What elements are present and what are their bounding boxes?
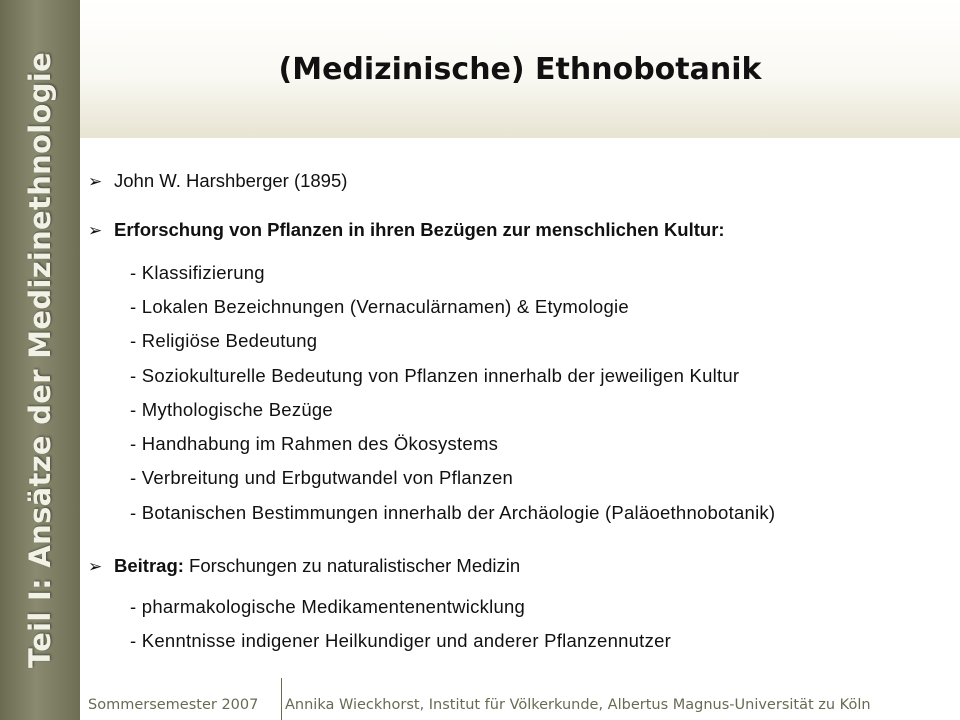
list-item: - Religiöse Bedeutung <box>130 330 318 351</box>
bullet-text: John W. Harshberger (1895) <box>114 170 348 191</box>
arrow-bullet-icon: ➢ <box>88 557 103 577</box>
footer-divider <box>281 678 282 720</box>
sidebar-title: Teil I: Ansätze der Medizinethnologie <box>23 51 57 669</box>
sidebar <box>0 0 80 720</box>
list-item: - Handhabung im Rahmen des Ökosystems <box>130 433 499 454</box>
list-item: - pharmakologische Medikamentenentwicklung <box>130 596 526 617</box>
footer <box>80 688 960 720</box>
bullet-harshberger <box>88 170 347 192</box>
bullet-label: Beitrag: <box>114 555 184 576</box>
list-item: - Klassifizierung <box>130 262 265 283</box>
arrow-bullet-icon: ➢ <box>88 172 103 192</box>
list-item: - Lokalen Bezeichnungen (Vernaculärnamen) & Etymologie <box>130 296 629 317</box>
bullet-text: Erforschung von Pflanzen in ihren Bezügen zur menschlichen Kultur: <box>114 219 725 240</box>
list-item: - Mythologische Bezüge <box>130 399 333 420</box>
arrow-bullet-icon: ➢ <box>88 221 103 241</box>
slide-title: (Medizinische) Ethnobotanik <box>278 52 762 87</box>
bullet-beitrag <box>88 555 520 577</box>
footer-semester: Sommersemester 2007 <box>88 697 259 713</box>
list-item: - Kenntnisse indigener Heilkundiger und anderer Pflanzennutzer <box>130 630 672 651</box>
list-item: - Soziokulturelle Bedeutung von Pflanzen innerhalb der jeweiligen Kultur <box>130 365 740 386</box>
bullet-erforschung <box>88 219 725 241</box>
list-item: - Verbreitung und Erbgutwandel von Pflanzen <box>130 467 514 488</box>
bullet-text: Forschungen zu naturalistischer Medizin <box>183 555 521 576</box>
footer-author: Annika Wieckhorst, Institut für Völkerkunde, Albertus Magnus-Universität zu Köln <box>285 697 871 713</box>
list-item: - Botanischen Bestimmungen innerhalb der Archäologie (Paläoethnobotanik) <box>130 502 776 523</box>
